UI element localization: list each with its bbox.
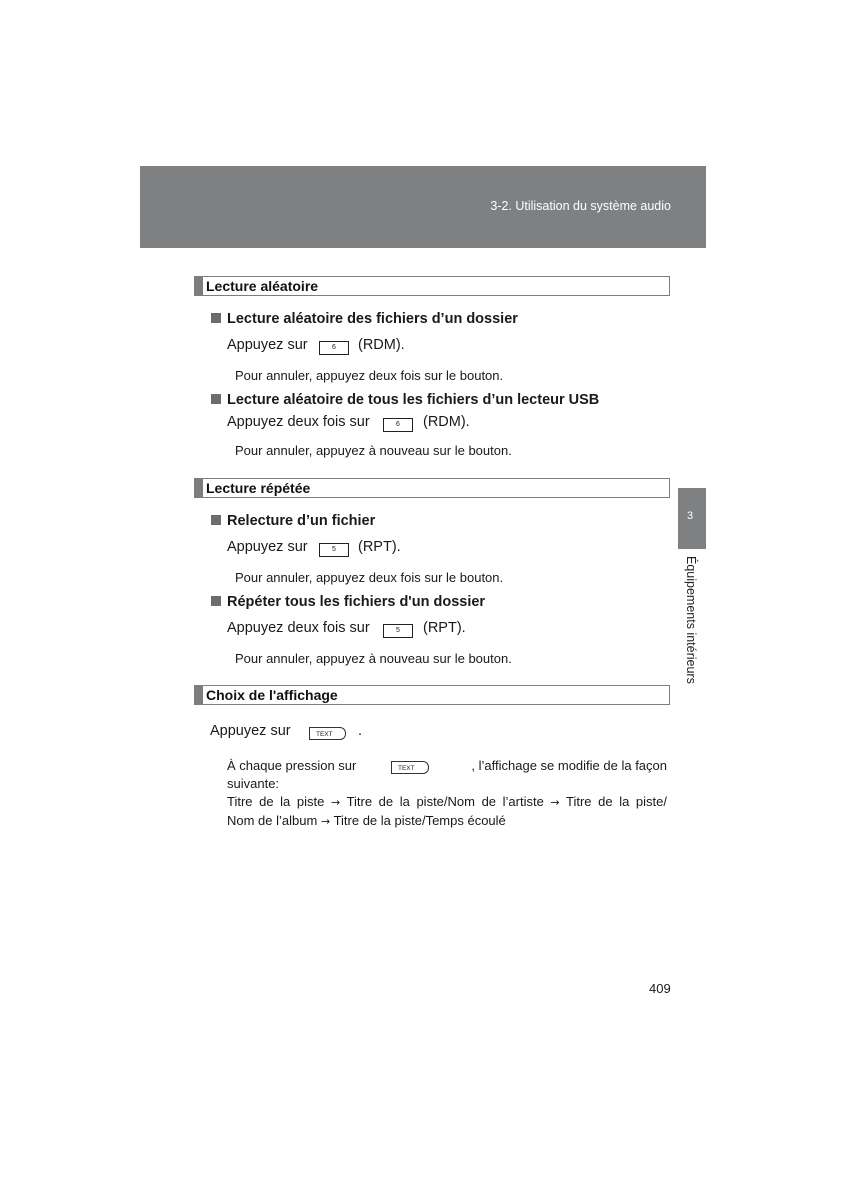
chapter-title: 3-2. Utilisation du système audio bbox=[490, 199, 671, 213]
instruction-suffix: (RPT). bbox=[423, 620, 466, 636]
cancel-note: Pour annuler, appuyez à nouveau sur le bouton. bbox=[235, 651, 512, 666]
instruction-text: Appuyez sur bbox=[227, 539, 308, 555]
instruction-suffix: (RPT). bbox=[358, 539, 401, 555]
item-title-text: Lecture aléatoire de tous les fichiers d’un lecteur USB bbox=[227, 392, 600, 408]
square-bullet-icon bbox=[211, 313, 221, 323]
button-5-icon: 5 bbox=[319, 543, 349, 557]
instruction-line bbox=[227, 620, 370, 636]
display-sequence-line-1 bbox=[227, 793, 667, 812]
button-5-icon: 5 bbox=[383, 624, 413, 638]
page-number: 409 bbox=[649, 981, 671, 996]
instruction-text: Appuyez deux fois sur bbox=[227, 620, 370, 636]
instruction-line bbox=[210, 723, 291, 739]
chapter-side-tab bbox=[678, 488, 706, 549]
item-title-repeat-file bbox=[211, 513, 375, 529]
instruction-suffix: (RDM). bbox=[358, 337, 405, 353]
sequence-step: Titre de la piste/Nom de l’artiste bbox=[346, 794, 544, 809]
item-title-random-folder bbox=[211, 311, 518, 327]
text-button-icon: TEXT bbox=[391, 761, 429, 774]
display-description bbox=[227, 757, 667, 831]
instruction-text: Appuyez sur bbox=[227, 337, 308, 353]
arrow-right-icon: → bbox=[320, 815, 331, 828]
instruction-line bbox=[227, 539, 308, 555]
instruction-suffix: (RDM). bbox=[423, 414, 470, 430]
item-title-text: Relecture d’un fichier bbox=[227, 513, 376, 529]
chapter-number: 3 bbox=[687, 510, 694, 522]
cancel-note: Pour annuler, appuyez à nouveau sur le bouton. bbox=[235, 443, 512, 458]
text-button-icon: TEXT bbox=[309, 727, 346, 740]
display-sequence-line-2 bbox=[227, 812, 667, 831]
section-heading-display bbox=[194, 685, 670, 705]
section-title: Lecture aléatoire bbox=[206, 278, 319, 294]
sequence-step: Titre de la piste/ bbox=[566, 794, 667, 809]
button-6-icon: 6 bbox=[319, 341, 349, 355]
section-title: Choix de l'affichage bbox=[206, 687, 338, 703]
instruction-suffix: . bbox=[358, 723, 363, 739]
description-line-1 bbox=[227, 757, 667, 775]
item-title-repeat-folder bbox=[211, 594, 485, 610]
cancel-note: Pour annuler, appuyez deux fois sur le bouton. bbox=[235, 570, 504, 585]
instruction-text: Appuyez sur bbox=[210, 723, 291, 739]
chapter-header-band bbox=[140, 166, 706, 248]
arrow-right-icon: → bbox=[550, 796, 560, 809]
square-bullet-icon bbox=[211, 394, 221, 404]
square-bullet-icon bbox=[211, 596, 221, 606]
instruction-line bbox=[227, 414, 370, 430]
item-title-random-usb bbox=[211, 392, 599, 408]
item-title-text: Lecture aléatoire des fichiers d’un dossier bbox=[227, 311, 518, 327]
section-title: Lecture répétée bbox=[206, 480, 311, 496]
instruction-line bbox=[227, 337, 308, 353]
sequence-step: Titre de la piste/Temps écoulé bbox=[333, 813, 506, 828]
button-6-icon: 6 bbox=[383, 418, 413, 432]
description-text: À chaque pression sur bbox=[227, 758, 357, 773]
chapter-side-label: Équipements intérieurs bbox=[684, 556, 698, 684]
cancel-note: Pour annuler, appuyez deux fois sur le bouton. bbox=[235, 368, 504, 383]
description-line-2: suivante: bbox=[227, 776, 280, 791]
instruction-text: Appuyez deux fois sur bbox=[227, 414, 370, 430]
sequence-step: Titre de la piste bbox=[227, 794, 325, 809]
square-bullet-icon bbox=[211, 515, 221, 525]
arrow-right-icon: → bbox=[330, 796, 341, 809]
section-heading-random bbox=[194, 276, 670, 296]
sequence-step: Nom de l’album bbox=[227, 813, 318, 828]
item-title-text: Répéter tous les fichiers d'un dossier bbox=[227, 594, 486, 610]
section-heading-repeat bbox=[194, 478, 670, 498]
description-text: , l’affichage se modifie de la façon bbox=[471, 758, 667, 773]
